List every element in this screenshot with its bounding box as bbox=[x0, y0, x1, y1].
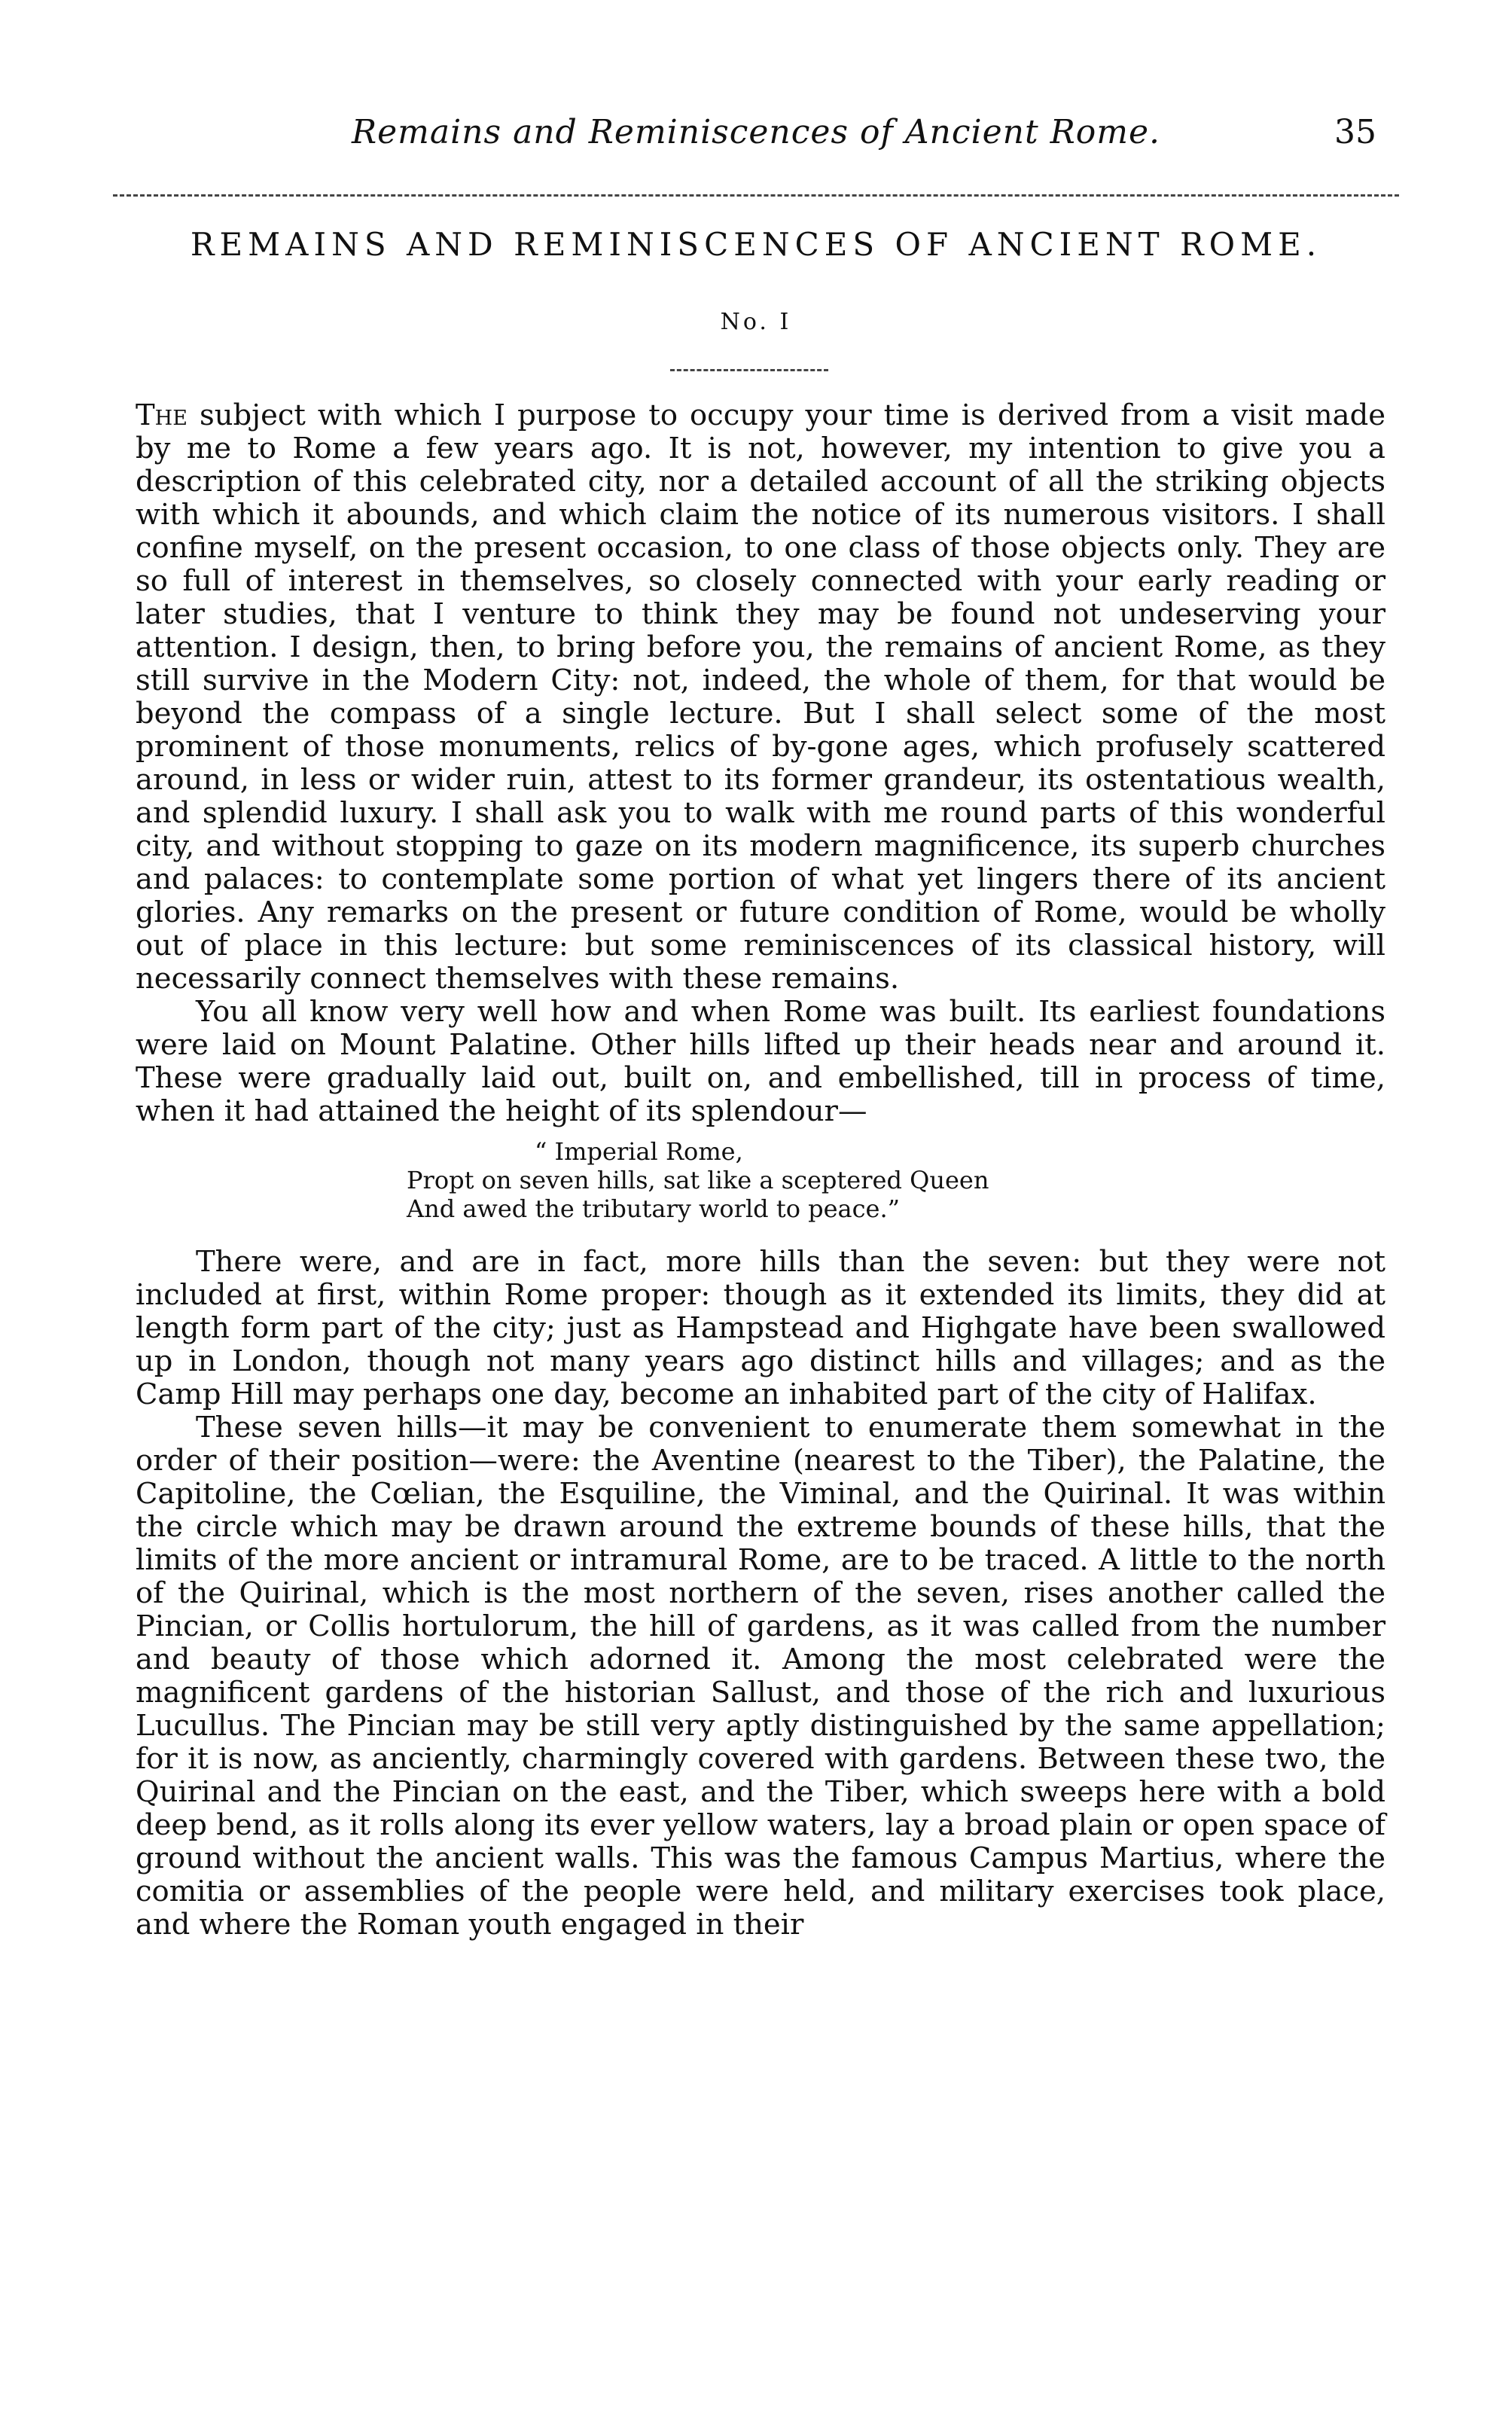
article-title: REMAINS AND REMINISCENCES OF ANCIENT ROME. bbox=[190, 226, 1322, 263]
verse-line: Propt on seven hills, sat like a sceptered Queen bbox=[407, 1166, 989, 1194]
article-body bbox=[136, 399, 1385, 1942]
paragraph-1-lead: The bbox=[136, 398, 187, 432]
running-title: Remains and Reminiscences of Ancient Rome. bbox=[351, 113, 1161, 151]
verse-line: “ Imperial Rome, bbox=[535, 1137, 743, 1166]
header-divider bbox=[113, 194, 1399, 197]
paragraph-1 bbox=[136, 399, 1385, 996]
page-number: 35 bbox=[1334, 113, 1376, 151]
number-divider bbox=[670, 369, 828, 371]
verse-quotation bbox=[136, 1137, 1385, 1223]
paragraph-1-text: subject with which I purpose to occupy your time is derived from a visit made by me to Rome a few years ago. It is not, however, my intention to give you a description of this celebrated city, nor a detailed account of all the striking objects with which it abounds, and which claim the notice of its numerous visitors. I shall confine myself, on the present occasion, to one class of those objects only. They are so full of interest in themselves, so closely connected with your early reading or later studies, that I venture to think they may be found not undeserving your attention. I design, then, to bring before you, the remains of ancient Rome, as they still survive in the Modern City: not, indeed, the whole of them, for that would be beyond the compass of a single lecture. But I shall select some of the most prominent of those monuments, relics of by-gone ages, which profusely scattered around, in less or wider ruin, attest to its former grandeur, its ostentatious wealth, and splendid luxury. I shall ask you to walk with me round parts of this wonderful city, and without stopping to gaze on its modern magnificence, its superb churches and palaces: to contemplate some portion of what yet lingers there of its ancient glories. Any remarks on the present or future condition of Rome, would be wholly out of place in this lecture: but some reminiscences of its classical history, will necessarily connect themselves with these remains. bbox=[136, 398, 1385, 996]
paragraph-2: You all know very well how and when Rome was built. Its earliest foundations were laid on Mount Palatine. Other hills lifted up their heads near and around it. These were gradually laid out, built on, and embellished, till in process of time, when it had attained the height of its splendour— bbox=[136, 995, 1385, 1128]
running-head bbox=[136, 113, 1376, 158]
paragraph-3: There were, and are in fact, more hills than the seven: but they were not included at first, within Rome proper: though as it extended its limits, they did at length form part of the city; just as Hampstead and Highgate have been swallowed up in London, though not many years ago distinct hills and villages; and as the Camp Hill may perhaps one day, become an inhabited part of the city of Halifax. bbox=[136, 1245, 1385, 1411]
verse-line: And awed the tributary world to peace.” bbox=[407, 1194, 901, 1223]
paragraph-4: These seven hills—it may be convenient to enumerate them somewhat in the order of their position—were: the Aventine (nearest to the Tiber), the Palatine, the Capitoline, the Cœlian, the Esquiline, the Viminal, and the Quirinal. It was within the circle which may be drawn around the extreme bounds of these hills, that the limits of the more ancient or intramural Rome, are to be traced. A little to the north of the Quirinal, which is the most northern of the seven, rises another called the Pincian, or Collis hortulorum, the hill of gardens, as it was called from the number and beauty of those which adorned it. Among the most celebrated were the magnificent gardens of the historian Sallust, and those of the rich and luxurious Lucullus. The Pincian may be still very aptly distinguished by the same appellation; for it is now, as anciently, charmingly covered with gardens. Between these two, the Quirinal and the Pincian on the east, and the Tiber, which sweeps here with a bold deep bend, as it rolls along its ever yellow waters, lay a broad plain or open space of ground without the ancient walls. This was the famous Campus Martius, where the comitia or assemblies of the people were held, and military exercises took place, and where the Roman youth engaged in their bbox=[136, 1411, 1385, 1942]
article-number: No. I bbox=[720, 309, 792, 335]
